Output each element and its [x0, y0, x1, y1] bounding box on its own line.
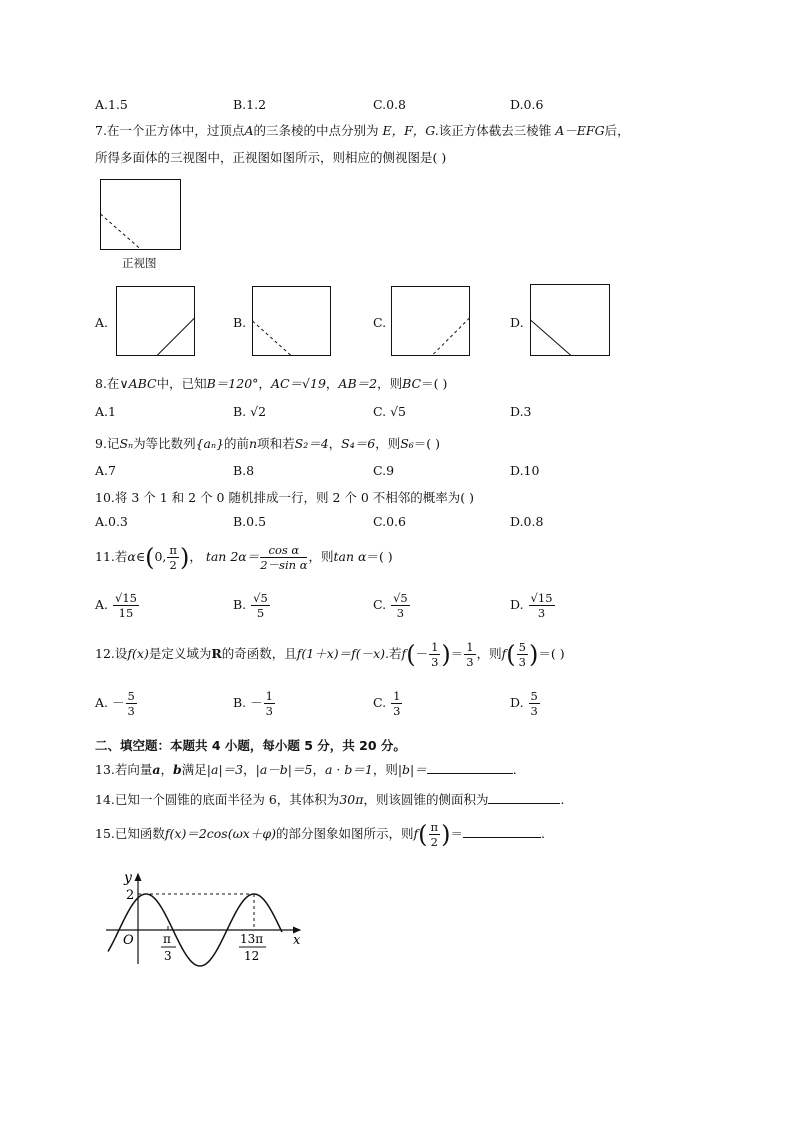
q14-answer-blank[interactable] — [488, 803, 560, 804]
q13-answer-blank[interactable] — [427, 773, 513, 774]
q10-option-b: B.0.5 — [233, 514, 267, 529]
q12-stem: 12.设f(x)是定义域为R的奇函数，且f(1＋x)＝f(－x).若f(－ $\frac{1}{3}$ )＝ $\frac{1}{3}$ ，则f( $\frac{5}{3}$ )＝( ) — [95, 640, 565, 669]
q7-option-b-label: B. — [233, 315, 247, 330]
x-axis-label: x — [293, 933, 301, 948]
q6-option-c: C.0.8 — [373, 97, 406, 112]
q14-stem: 14.已知一个圆锥的底面半径为 6，其体积为30π，则该圆锥的侧面积为 . — [95, 792, 565, 807]
q12-option-a: A. － $\frac{5}{3}$ — [95, 689, 135, 718]
tick1-den: 3 — [164, 949, 172, 963]
q7-option-d-figure — [529, 283, 612, 358]
q7-front-view-figure — [99, 178, 183, 252]
section-2-heading: 二、填空题：本题共 4 小题，每小题 5 分，共 20 分。 — [95, 738, 406, 753]
q8-option-a: A.1 — [95, 404, 116, 419]
q7-option-c-label: C. — [373, 315, 387, 330]
q9-option-b: B.8 — [233, 463, 255, 478]
origin-label: O — [123, 933, 134, 948]
q9-option-c: C.9 — [373, 463, 395, 478]
q12-option-c: C. $\frac{1}{3}$ — [373, 689, 401, 718]
q11-option-b: B. $\frac{√5}{5}$ — [233, 591, 268, 620]
q12-option-d: D. $\frac{5}{3}$ — [510, 689, 538, 718]
q15-answer-blank[interactable] — [463, 837, 541, 838]
q10-option-a: A.0.3 — [95, 514, 128, 529]
q10-option-c: C.0.6 — [373, 514, 406, 529]
q6-option-d: D.0.6 — [510, 97, 544, 112]
q11-option-c: C. $\frac{√5}{3}$ — [373, 591, 408, 620]
q11-stem: 11.若α∈(0, $\frac{\pi}{2}$ )， tan 2α＝ $\frac{\text{cos α}}{\text{2－sin α}}$ ，则tan α＝( ) — [95, 543, 393, 572]
tick2-num: 13π — [240, 932, 264, 946]
q7-stem-line1: 7.在一个正方体中，过顶点A的三条棱的中点分别为 E，F，G.该正方体截去三棱锥 A－EFG后， — [95, 123, 630, 138]
y-axis-label: y — [124, 870, 132, 886]
q9-option-a: A.7 — [95, 463, 116, 478]
q9-stem: 9.记Sₙ为等比数列{aₙ}的前n项和若S₂＝4，S₄＝6，则S₆＝( ) — [95, 436, 441, 451]
q9-option-d: D.10 — [510, 463, 540, 478]
q6-option-b: B.1.2 — [233, 97, 267, 112]
q7-option-a-figure — [115, 285, 197, 358]
q10-option-d: D.0.8 — [510, 514, 544, 529]
q7-option-d-label: D. — [510, 315, 524, 330]
q13-stem: 13.若向量a，b满足|a|＝3，|a－b|＝5，a · b＝1，则|b|＝ . — [95, 762, 517, 777]
q15-stem: 15.已知函数f(x)＝2cos(ωx＋φ)的部分图象如图所示，则f( $\frac{\pi}{2}$ )＝ . — [95, 820, 545, 849]
q11-option-d: D. $\frac{√15}{3}$ — [510, 591, 553, 620]
q7-option-a-label: A. — [95, 315, 109, 330]
q11-option-a: A. $\frac{√15}{15}$ — [95, 591, 137, 620]
q12-option-b: B. － $\frac{1}{3}$ — [233, 689, 273, 718]
q7-front-view-label: 正视图 — [122, 256, 157, 270]
q8-option-d: D.3 — [510, 404, 532, 419]
q10-stem: 10.将 3 个 1 和 2 个 0 随机排成一行，则 2 个 0 不相邻的概率为( ) — [95, 490, 475, 505]
tick2-den: 12 — [244, 949, 260, 963]
q7-option-b-figure — [251, 285, 333, 358]
q8-option-b: B. √2 — [233, 404, 267, 419]
q15-function-graph — [102, 868, 312, 968]
q7-option-c-figure — [390, 285, 472, 358]
q8-stem: 8.在∨ABC中，已知B＝120°，AC＝√19，AB＝2，则BC＝( ) — [95, 376, 448, 391]
q6-option-a: A.1.5 — [95, 97, 128, 112]
q8-option-c: C. √5 — [373, 404, 406, 419]
tick1-num: π — [163, 932, 171, 946]
q7-stem-line2: 所得多面体的三视图中，正视图如图所示，则相应的侧视图是( ) — [95, 150, 447, 165]
y-tick-2: 2 — [126, 888, 135, 903]
